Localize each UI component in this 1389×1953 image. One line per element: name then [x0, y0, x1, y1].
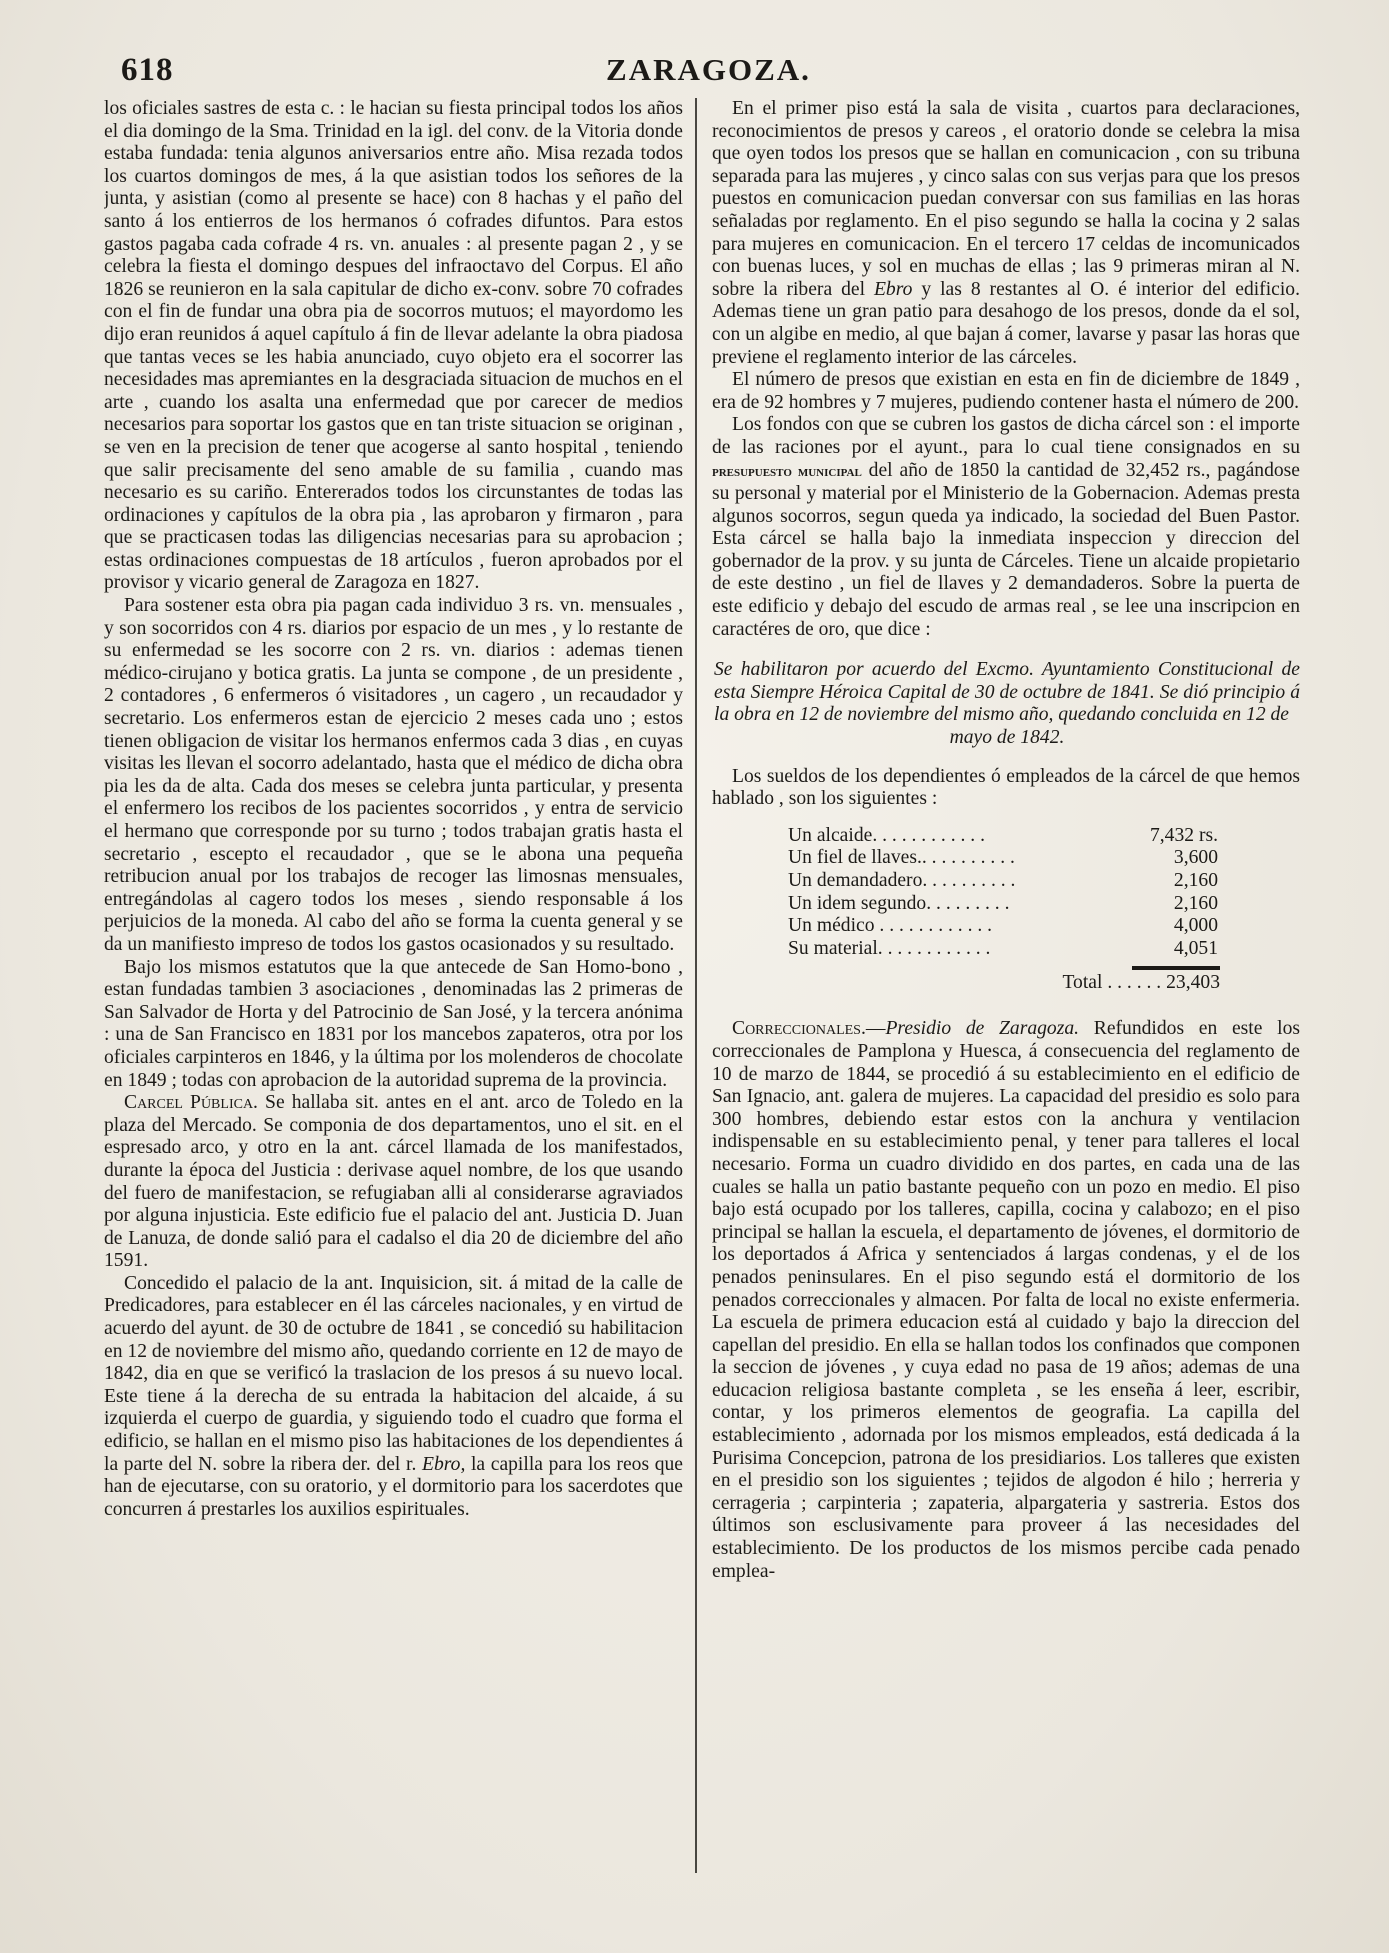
- wage-label: Su material. . . . . . . . . . . .: [788, 937, 991, 959]
- river-name-ebro: Ebro,: [421, 1453, 466, 1475]
- inscription: [712, 659, 1300, 749]
- right-column: [712, 98, 1300, 1918]
- wage-row: [712, 847, 1300, 870]
- paragraph-correccionales-text: Refundidos en este los correccionales de Pamplona y Huesca, á consecuencia del reglamento de 10 de marzo de 1844, se procedió á su establecimiento en el edificio de San Ignacio, ant. galera de mujeres. La capacidad del presidio es solo para 300 hombres, debiendo estar estos con la anchura y ventilacion indispensable en su establecimiento penal, y tener para talleres el local necesario. Forma un cuadro dividido en dos partes, en cada una de las cuales se halla un patio bastante pequeño con un pozo en medio. El piso bajo está ocupado por los talleres, capilla, cocina y calabozo; en el piso principal se hallan la escuela, el departamento de jóvenes, el dormitorio de los deportados á Africa y sentenciados á largas condenas, y el de los penados peninsulares. En el piso segundo está el dormitorio de los penados correccionales y almacen. Por falta de local no existe enfermeria. La escuela de primera educacion está al cuidado y bajo la direccion del capellan del presidio. En ella se hallan todos los confinados que componen la seccion de jóvenes , y cuya edad no pasa de 19 años; ademas de una educacion religiosa bastante completa , se les enseña á leer, escribir, contar, y los primeros elementos de geografia. La capilla del establecimiento , adornada por los mismos empleados, está dedicada á la Purisima Concepcion, patrona de los presidiarios. Los talleres que existen en el presidio son los siguientes ; tejidos de algodon é hilo ; herreria y cerrageria ; carpinteria ; zapateria, alpargateria y sastreria. Estos dos últimos son esclusivamente para proveer á las necesidades del establecimiento. De los productos de los mismos percibe cada penado emplea-: [712, 1018, 1300, 1582]
- inscription-text: Se habilitaron por acuerdo del Excmo. Ayuntamiento Constitucional de esta Siempre Héroica Capital de 30 de octubre de 1841. Se dió principio á la obra en 12 de noviembre del mismo año, quedando concluida en 12 de: [714, 659, 1300, 726]
- wage-label: Un demandadero. . . . . . . . . .: [788, 870, 1016, 891]
- total-row: [712, 972, 1300, 998]
- wage-value: 2,160: [1173, 892, 1218, 914]
- presupuesto-municipal: presupuesto municipal: [712, 462, 862, 480]
- wage-row: [712, 893, 1300, 916]
- paragraph-inquisicion-text-b: la capilla para los reos que han de ejecutarse, con su oratorio, y el dormitorio para los sacerdotes que concurren á prestarles los auxilios espirituales.: [104, 1453, 683, 1520]
- column-divider: [695, 98, 697, 1873]
- paragraph-fondos: [712, 414, 1300, 641]
- spacer: [712, 1004, 1300, 1018]
- wage-value: 4,000: [1173, 915, 1218, 937]
- section-heading-carcel: Carcel Pública.: [124, 1092, 258, 1114]
- paragraph-primer-piso-text-b: y las 8 restantes al O. é interior del edificio. Ademas tiene un gran patio para desahogo de los presos, donde da el sol, con un algibe en medio, al que bajan á comer, lavarse y pasar las horas que previene el reglamento interior de las cárceles.: [712, 278, 1300, 368]
- inscription-end: mayo de 1842.: [949, 727, 1065, 749]
- paragraph-fondos-text-b: del año de 1850 la cantidad de 32,452 rs., pagándose su personal y material por el Ministerio de la Gobernacion. Ademas presta algunos socorros, segun queda ya indicado, la sociedad del Buen Pastor. Esta cárcel se halla bajo la inmediata inspeccion y direccion del gobernador de la prov. y su junta de Cárceles. Tiene un alcaide propietario de este destino , un fiel de llaves y 2 demandaderos. Sobre la puerta de este edificio y debajo del escudo de armas real , se lee una inscripcion en caractéres de oro, que dice :: [712, 459, 1300, 640]
- paragraph-carcel-text: Se hallaba sit. antes en el ant. arco de Toledo en la plaza del Mercado. Se componia de dos departamentos, uno el sit. en el espresado arco, y otro en la ant. cárcel llamada de los manifestados, durante la época del Justicia : derivase aquel nombre, de los que usando del fuero de manifestacion, se refugiaban alli al considerarse agraviados por alguna injusticia. Este edificio fue el palacio del ant. Justicia D. Juan de Lanuza, de donde salió para el cadalso el dia 20 de diciembre del año 1591.: [104, 1092, 683, 1272]
- wage-label: Un alcaide. . . . . . . . . . . .: [788, 824, 985, 846]
- paragraph-sueldos: Los sueldos de los dependientes ó empleados de la cárcel de que hemos hablado , son los siguientes :: [712, 765, 1300, 810]
- paragraph-primer-piso: [712, 98, 1300, 369]
- wage-value: 7,432 rs.: [1149, 824, 1218, 846]
- page-header: [118, 52, 1299, 92]
- paragraph-primer-piso-text-a: En el primer piso está la sala de visita , cuartos para declaraciones, reconocimientos de presos y careos , el oratorio donde se celebra la misa que oyen todos los presos que se hallan en comunicacion , con su tribuna separada para las mujeres , y cinco salas con sus verjas para que los presos puestos en comunicacion puedan conversar con sus familias en las horas señaladas por reglamento. En el piso segundo se halla la cocina y 2 salas para mujeres en comunicacion. En el tercero 17 celdas de incomunicados con buenas luces, y sol en muchas de ellas ; las 9 primeras miran al N. sobre la ribera del: [712, 98, 1300, 300]
- wage-row: [712, 825, 1300, 848]
- wages-table: [712, 825, 1300, 999]
- paragraph-asociaciones: Bajo los mismos estatutos que la que antecede de San Homo-bono , estan fundadas tambien 3 asociaciones , denominadas las 2 primeras de San Salvador de Horta y del Patrocinio de San José, y la tercera anónima : una de San Francisco en 1831 por los mancebos zapateros, otra por los oficiales carpinteros en 1846, y la última por los molenderos de chocolate en 1849 ; todas con aprobacion de la autoridad suprema de la provincia.: [104, 956, 683, 1091]
- paragraph-correccionales: [712, 1018, 1300, 1583]
- presidio-title: Presidio de Zaragoza.: [885, 1018, 1080, 1040]
- em-dash: —: [865, 1018, 886, 1040]
- wage-row: [712, 870, 1300, 893]
- wage-value: 4,051: [1173, 937, 1218, 959]
- running-title: ZARAGOZA.: [606, 52, 811, 87]
- paragraph-numero-presos: El número de presos que existian en esta en fin de diciembre de 1849 , era de 92 hombres y 7 mujeres, pudiendo contener hasta el número de 200.: [712, 369, 1300, 413]
- page-number: 618: [121, 52, 174, 88]
- left-column: [104, 98, 683, 1868]
- paragraph-inquisicion: [104, 1273, 683, 1522]
- river-name-ebro-2: Ebro: [873, 278, 913, 300]
- section-heading-correccionales: Correccionales.: [732, 1018, 866, 1040]
- paragraph-cofradia-sastres: los oficiales sastres de esta c. : le hacian su fiesta principal todos los años el dia domingo de la Sma. Trinidad en la igl. del conv. de la Vitoria donde estaba fundada: tenia algunos aniversarios entre año. Misa rezada todos los cuartos domingos de mes, á la que asistian todos los señores de la junta, y asistian (como al presente se hace) con 8 hachas y el paño del santo á los entierros de los hermanos ó cofrades difuntos. Para estos gastos pagaba cada cofrade 4 rs. vn. anuales : al presente pagan 2 , y se celebra la fiesta el domingo despues del infraoctavo del Corpus. El año 1826 se reunieron en la sala capitular de dicho ex-conv. sobre 70 cofrades con el fin de fundar una obra pia de socorros mutuos; el mayordomo les dijo eran reunidos á aquel capítulo á fin de llevar adelante la obra piadosa que tantas veces se les habia anunciado, cuyo objeto era el socorrer las necesidades mas apremiantes en la desgraciada situacion de muchos en el arte , cuando los asalta una enfermedad que por carecer de medios necesarios para soportar los gastos que en tan triste situacion se originan , se ven en la precision de tener que acogerse al santo hospital , teniendo que salir precisamente del seno amable de su familia , cuando mas necesario es su cariño. Entererados todos los circunstantes de todas las ordinaciones y capítulos de la obra pia , las aprobaron y firmaron , para que se practicasen todas las diligencias necesarias para su aprobacion ; estas ordinaciones compuestas de 18 artículos , fueron aprobados por el provisor y vicario general de Zaragoza en 1827.: [104, 98, 683, 594]
- total-rule: [1132, 966, 1220, 970]
- wage-row: [712, 938, 1300, 961]
- paragraph-inquisicion-text-a: Concedido el palacio de la ant. Inquisicion, sit. á mitad de la calle de Predicadores, para establecer en él las cárceles nacionales, y en virtud de acuerdo del ayunt. de 30 de octubre de 1841 , se concedió su habilitacion en 12 de noviembre del mismo año, quedando corriente en 12 de mayo de 1842, dia en que se verificó la traslacion de los presos á su nuevo local. Este tiene á la derecha de su entrada la habitacion del alcaide, á su izquierda el cuerpo de guardia, y siguiendo todo el cuadro que forma el edificio, se hallan en el mismo piso las habitaciones de los dependientes á la parte del N. sobre la ribera der. del r.: [104, 1272, 683, 1475]
- paragraph-carcel-publica: [104, 1092, 683, 1273]
- total-label: Total . . . . . .: [1062, 972, 1162, 994]
- wage-label: Un médico . . . . . . . . . . . .: [788, 915, 993, 937]
- wage-label: Un idem segundo. . . . . . . . .: [788, 892, 1010, 914]
- total-value: 23,403: [1166, 972, 1220, 994]
- wage-value: 2,160: [1173, 870, 1218, 891]
- wage-label: Un fiel de llaves.. . . . . . . . . .: [788, 847, 1015, 869]
- paragraph-fondos-text-a: Los fondos con que se cubren los gastos de dicha cárcel son : el importe de las raciones por el ayunt., para lo cual tiene consignados en su: [712, 414, 1300, 458]
- paragraph-obra-pia: Para sostener esta obra pia pagan cada individuo 3 rs. vn. mensuales , y son socorridos con 4 rs. diarios por espacio de un mes , y lo restante de su enfermedad se les socorre con 2 rs. vn. diarios : ademas tienen médico-cirujano y botica gratis. La junta se compone , de un presidente , 2 contadores , 6 enfermeros ó visitadores , un cagero , un recaudador y secretario. Los enfermeros estan de ejercicio 2 meses cada uno ; estos tienen obligacion de visitar los hermanos enfermos cada 3 dias , en cuyas visitas les llevan el socorro adelantado, hasta que el médico de dicha obra pia les da de alta. Cada dos meses se celebra junta particular, y presenta el enfermero los recibos de los pacientes socorridos , y entra de servicio el hermano que corresponde por su turno ; todos trabajan gratis hasta el secretario , escepto el recaudador , que se le abona una pequeña retribucion anual por los trabajos de recoger las limosnas mensuales, entregándolas al cagero todos los meses , siendo responsable á los perjuicios de la moneda. Al cabo del año se forma la cuenta general y se da un manifiesto impreso de todos los gastos ocasionados y su resultado.: [104, 595, 683, 955]
- wage-value: 3,600: [1173, 847, 1218, 869]
- wage-row: [712, 915, 1300, 938]
